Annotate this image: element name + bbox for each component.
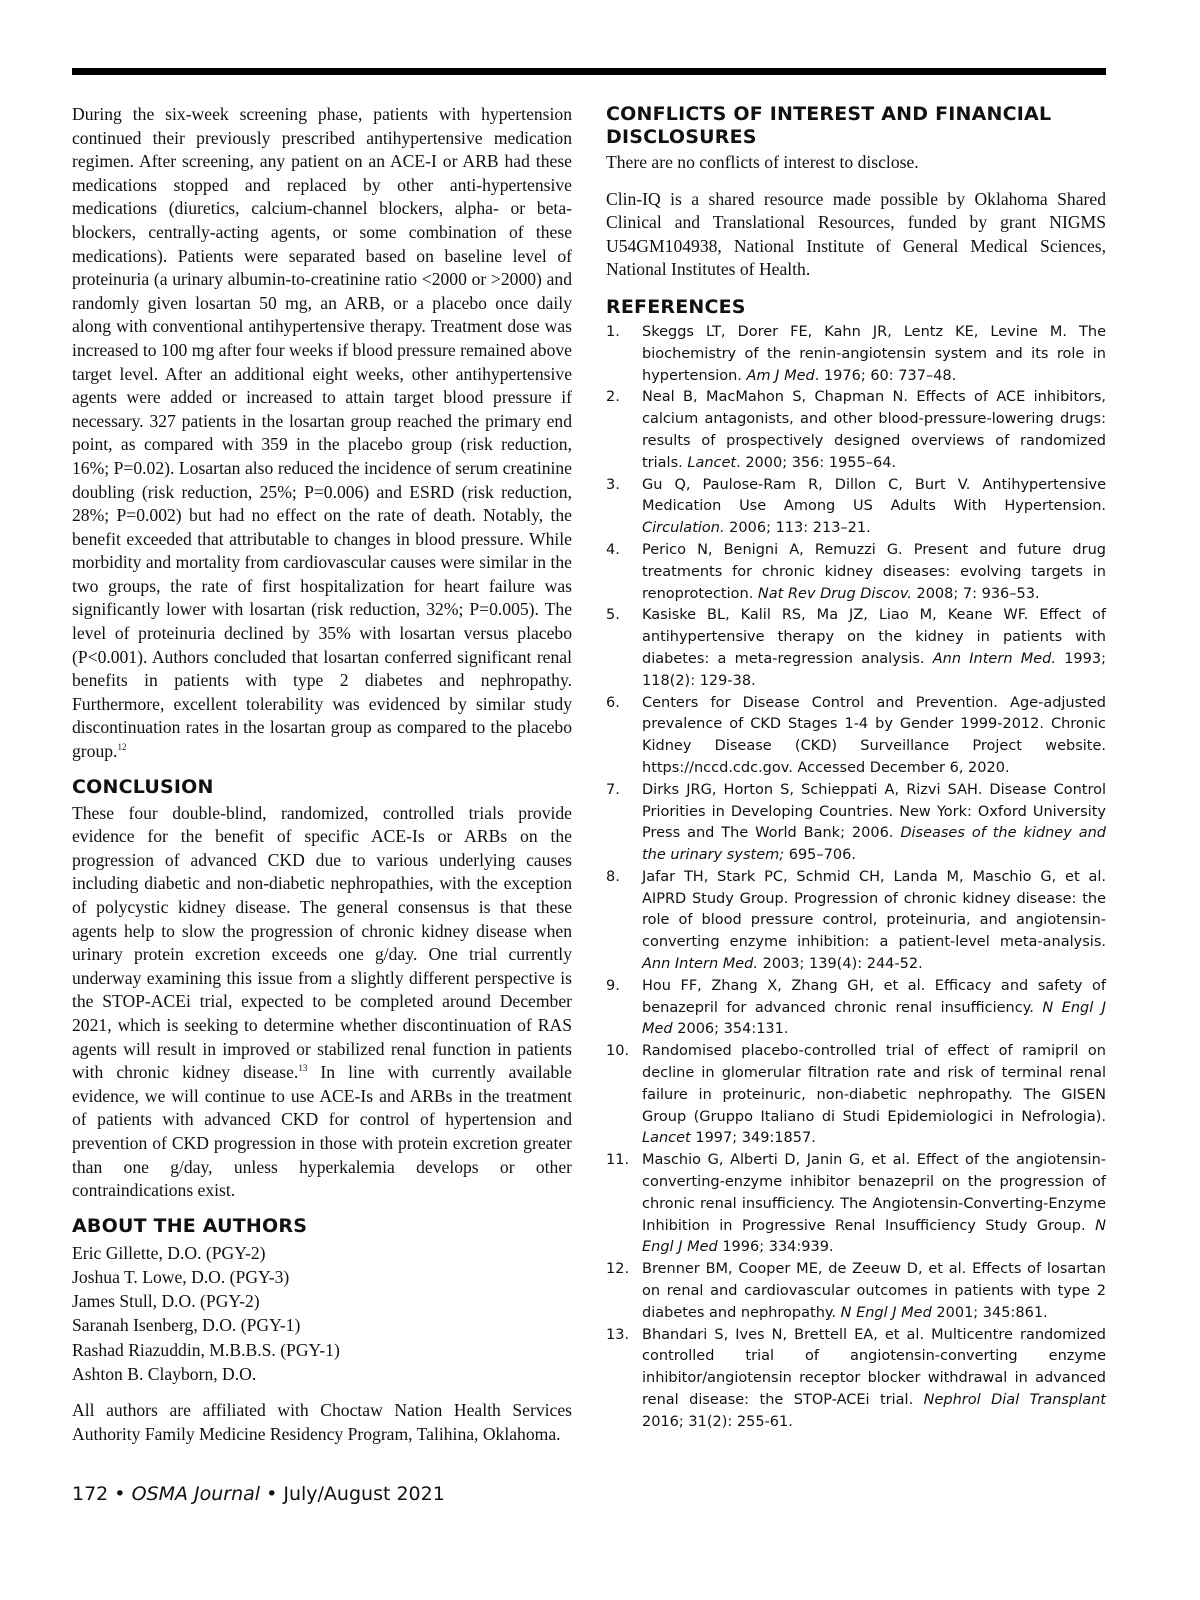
reference-details: 2001; 345:861. [931,1304,1048,1321]
reference-number: 6. [606,694,620,711]
reference-text [642,1259,1106,1324]
reference-citation: Kasiske BL, Kalil RS, Ma JZ, Liao M, Keane WF. Effect of antihypertensive therapy on the kidney in patients with diabetes: a meta-regression analysis. [642,607,1106,667]
conclusion-text-2: In line with currently available evidence, we will continue to use ACE-Is and ARBs in the treatment of patients with advanced CKD for control of hypertension and prevention of CKD progression in those with protein excretion greater than one g/day, unless hyperkalemia develops or other contraindications exist. [72,1062,572,1201]
author-name: Ashton B. Clayborn, D.O. [72,1363,257,1384]
reference-number: 1. [606,323,620,340]
authors-list [72,1241,572,1386]
reference-details: . 2000; 356: 1955–64. [736,454,897,471]
reference-journal: Nephrol Dial Transplant [923,1392,1106,1409]
reference-citation: Hou FF, Zhang X, Zhang GH, et al. Efficacy and safety of benazepril for advanced chronic renal insufficiency. [642,977,1106,1016]
reference-text [642,976,1106,1041]
conclusion-paragraph [72,802,572,1203]
reference-number: 13. [606,1326,630,1343]
reference-item [606,780,1106,867]
reference-details: 1996; 334:939. [717,1239,834,1256]
reference-number: 8. [606,868,620,885]
reference-citation: Neal B, MacMahon S, Chapman N. Effects of ACE inhibitors, calcium antagonists, and other blood-pressure-lowering drugs: results of prospectively designed overviews of randomized trials. [642,389,1106,471]
reference-details: 2003; 139(4): 244-52. [758,956,923,973]
reference-text [642,322,1106,387]
reference-citation: Skeggs LT, Dorer FE, Kahn JR, Lentz KE, Levine M. The biochemistry of the renin-angiotensin system and its role in hypertension. [642,323,1106,384]
page-number: 172 [72,1483,109,1505]
affiliation-text: All authors are affiliated with Choctaw Nation Health Services Authority Family Medicine Residency Program, Talihina, Oklahoma. [72,1399,572,1444]
author-name: Rashad Riazuddin, M.B.B.S. (PGY-1) [72,1339,340,1360]
author-name: Joshua T. Lowe, D.O. (PGY-3) [72,1266,290,1287]
reference-journal: N Engl J Med [840,1304,932,1321]
reference-journal: Ann Intern Med. [932,650,1056,667]
reference-text [642,605,1106,692]
intro-text: During the six-week screening phase, patients with hypertension continued their previously prescribed antihypertensive medication regimen. After screening, any patient on an ACE-I or ARB had these medications stopped and replaced by other anti-hypertensive medications (diuretics, calcium-channel blockers, alpha- or beta-blockers, centrally-acting agents, or some combination of these medications). Patients were separated based on baseline level of proteinuria (a urinary albumin-to-creatinine ratio <2000 or >2000) and randomly given losartan 50 mg, an ARB, or a placebo once daily along with conventional antihypertensive therapy. Treatment dose was increased to 100 mg after four weeks if blood pressure remained above target level. After an additional eight weeks, other antihypertensive agents were added or increased to attain target blood pressure if necessary. 327 patients in the losartan group reached the primary end point, as compared with 359 in the placebo group (risk reduction, 16%; P=0.02). Losartan also reduced the incidence of serum creatinine doubling (risk reduction, 25%; P=0.006) and ESRD (risk reduction, 28%; P=0.002) but had no effect on the rate of death. Notably, the benefit exceeded that attributable to changes in blood pressure. While morbidity and mortality from cardiovascular causes were similar in the two groups, the rate of first hospitalization for heart failure was significantly lower with losartan (risk reduction, 32%; P=0.005). The level of proteinuria declined by 35% with losartan versus placebo (P<0.001). Authors concluded that losartan conferred significant renal benefits in patients with type 2 diabetes and nephropathy. Furthermore, excellent tolerability was evidenced by similar study discontinuation rates in the losartan group as compared to the placebo group. [72,104,572,762]
reference-item [606,867,1106,976]
issue-date: July/August 2021 [283,1483,445,1505]
author-name: James Stull, D.O. (PGY-2) [72,1291,260,1312]
reference-number: 9. [606,977,620,994]
reference-citation: Gu Q, Paulose-Ram R, Dillon C, Burt V. Antihypertensive Medication Use Among US Adults With Hypertension. [642,476,1106,515]
reference-journal: N Engl J Med [642,1217,1106,1256]
reference-item [606,605,1106,692]
reference-item [606,475,1106,540]
reference-citation: Randomised placebo-controlled trial of effect of ramipril on decline in glomerular filtration rate and risk of terminal renal failure in proteinuric, non-diabetic nephropathy. The GISEN Group (Gruppo Italiano di Studi Epidemiologici in Nefrologia). [642,1043,1106,1125]
reference-number: 10. [606,1043,630,1060]
page-footer [72,1482,445,1506]
reference-details: 695–706. [784,847,856,864]
reference-text [642,867,1106,976]
footer-separator: • [108,1483,132,1505]
reference-number: 11. [606,1152,630,1169]
reference-text [642,780,1106,867]
reference-citation: Jafar TH, Stark PC, Schmid CH, Landa M, Maschio G, et al. AIPRD Study Group. Progression of chronic kidney disease: the role of blood pressure control, proteinuria, and angiotensin-converting enzyme inhibition: a patient-level meta-analysis. [642,868,1106,951]
reference-citation: Perico N, Benigni A, Remuzzi G. Present and future drug treatments for chronic kidney diseases: evolving targets in renoprotection. [642,541,1106,602]
reference-details: 2008; 7: 936–53. [911,585,1040,602]
citation-13: 13 [298,1063,308,1074]
reference-details: 2006; 354:131. [672,1021,789,1038]
reference-text [642,1150,1106,1259]
left-column [72,103,572,1446]
reference-details: 2006; 113: 213–21. [724,520,871,537]
reference-number: 4. [606,541,620,558]
reference-citation: Maschio G, Alberti D, Janin G, et al. Effect of the angiotensin-converting-enzyme inhibitor benazepril on the progression of chronic renal insufficiency. The Angiotensin-Converting-Enzyme Inhibition in Progressive Renal Insufficiency Study Group. [642,1152,1106,1234]
reference-citation: Centers for Disease Control and Prevention. Age-adjusted prevalence of CKD Stages 1-4 by Gender 1999-2012. Chronic Kidney Disease (CKD) Surveillance Project website. https://nccd.cdc.gov. Accessed December 6, 2020. [642,694,1106,776]
reference-number: 3. [606,476,620,493]
conflicts-text: There are no conflicts of interest to disclose. [606,152,919,172]
reference-text [642,540,1106,605]
reference-journal: Lancet [687,454,737,471]
conclusion-heading: CONCLUSION [72,775,214,798]
reference-text [642,1325,1106,1434]
reference-item [606,1041,1106,1150]
author-name: Saranah Isenberg, D.O. (PGY-1) [72,1315,301,1336]
authors-heading: ABOUT THE AUTHORS [72,1214,308,1237]
right-column [606,103,1106,1434]
reference-number: 12. [606,1261,630,1278]
reference-journal: Nat Rev Drug Discov. [757,585,912,602]
top-rule [72,68,1106,75]
reference-item [606,322,1106,387]
reference-item [606,1150,1106,1259]
reference-details: 2016; 31(2): 255-61. [642,1413,793,1430]
reference-number: 7. [606,781,620,798]
references-list [606,322,1106,1434]
reference-journal: Circulation. [642,520,725,537]
reference-item [606,693,1106,780]
reference-number: 2. [606,389,620,406]
reference-citation: Brenner BM, Cooper ME, de Zeeuw D, et al. Effects of losartan on renal and cardiovascular outcomes in patients with type 2 diabetes and nephropathy. [642,1261,1106,1321]
reference-journal: Diseases of the kidney and the urinary system; [642,825,1106,864]
reference-text [642,475,1106,540]
conflicts-heading: CONFLICTS OF INTEREST AND FINANCIAL DISCLOSURES [606,103,1052,148]
reference-citation: Dirks JRG, Horton S, Schieppati A, Rizvi SAH. Disease Control Priorities in Developing Countries. New York: Oxford University Press and The World Bank; 2006. [642,781,1106,842]
reference-item [606,540,1106,605]
reference-text [642,693,1106,780]
author-name: Eric Gillette, D.O. (PGY-2) [72,1242,266,1263]
reference-journal: N Engl J Med [642,999,1106,1038]
journal-name: OSMA Journal [131,1483,261,1505]
reference-details: 1997; 349:1857. [690,1130,816,1147]
reference-text [642,1041,1106,1150]
reference-item [606,387,1106,474]
reference-number: 5. [606,607,620,624]
footer-separator: • [260,1483,284,1505]
reference-item [606,1259,1106,1324]
reference-citation: Bhandari S, Ives N, Brettell EA, et al. Multicentre randomized controlled trial of angiotensin-converting enzyme inhibitor/angiotensin receptor blocker withdrawal in advanced renal disease: the STOP-ACEi trial. [642,1326,1106,1409]
conclusion-text-1: These four double-blind, randomized, controlled trials provide evidence for the benefit of specific ACE-Is or ARBs on the progression of advanced CKD due to various underlying causes including diabetic and non-diabetic nephropathies, with the exception of polycystic kidney disease. The general consensus is that these agents help to slow the progression of chronic kidney disease when urinary protein excretion exceeds one g/day. One trial currently underway examining this issue from a slightly different perspective is the STOP-ACEi trial, expected to be completed around December 2021, which is seeking to determine whether discontinuation of RAS agents will result in improved or stabilized renal function in patients with chronic kidney disease. [72,802,572,1083]
reference-journal: Lancet [642,1130,691,1147]
reference-item [606,976,1106,1041]
reference-details: 1993; 118(2): 129-38. [642,650,1106,689]
reference-item [606,1325,1106,1434]
funding-text: Clin-IQ is a shared resource made possible by Oklahoma Shared Clinical and Translational Resources, funded by grant NIGMS U54GM104938, National Institute of General Medical Sciences, National Institutes of Health. [606,188,1106,280]
references-heading: REFERENCES [606,295,746,318]
reference-text [642,387,1106,474]
reference-journal: Am J Med [746,367,815,384]
citation-12: 12 [117,742,127,753]
intro-paragraph [72,103,572,764]
reference-journal: Ann Intern Med. [642,956,758,973]
reference-details: . 1976; 60: 737–48. [814,367,957,384]
